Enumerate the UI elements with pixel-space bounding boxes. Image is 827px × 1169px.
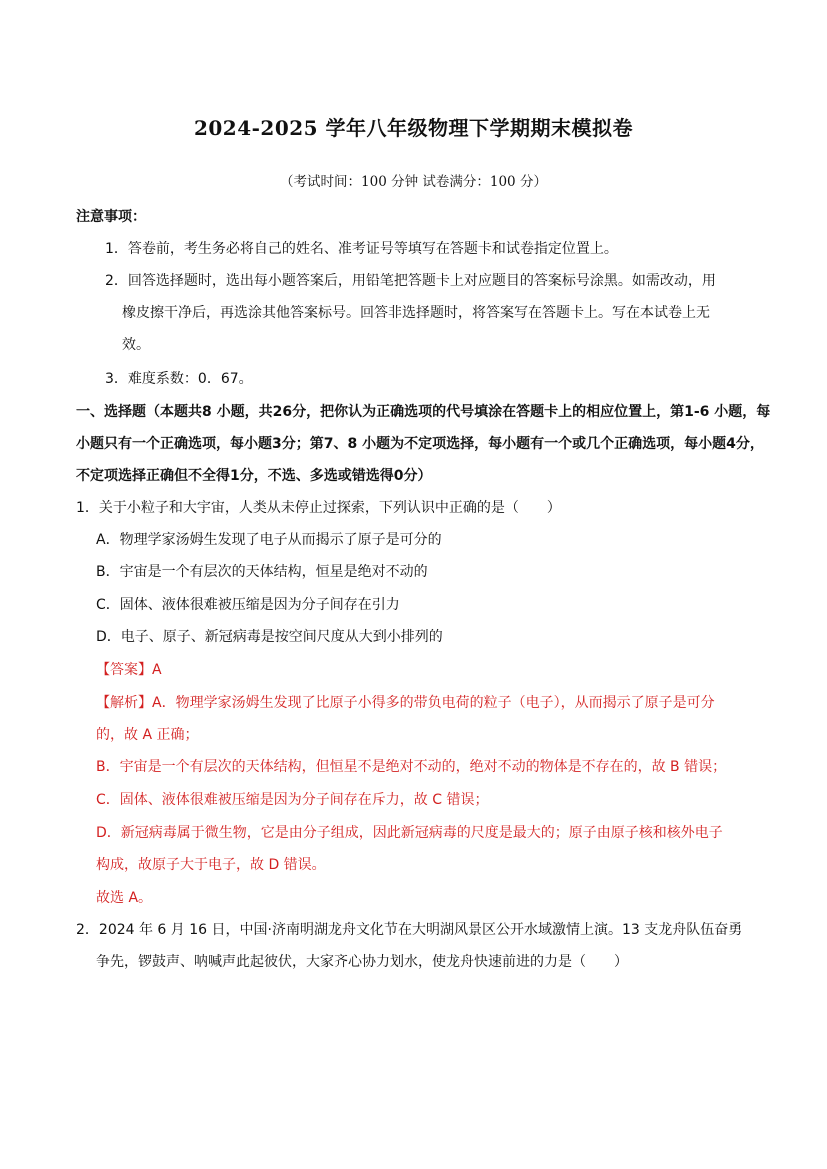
section-heading-cont: 小题只有一个正确选项，每小题3分；第7、8 小题为不定项选择，每小题有一个或几个正确选项，每小题4分， [76, 436, 764, 452]
analysis-line: 的，故 A 正确； [96, 727, 199, 743]
option-d: D．电子、原子、新冠病毒是按空间尺度从大到小排列的 [96, 629, 443, 645]
option-a: A．物理学家汤姆生发现了电子从而揭示了原子是可分的 [96, 532, 442, 548]
notice-item-cont: 效。 [122, 337, 150, 353]
exam-meta: （考试时间：100 分钟 试卷满分：100 分） [280, 174, 547, 190]
analysis-conclusion: 故选 A。 [96, 890, 153, 906]
notice-item: 1．答卷前，考生务必将自己的姓名、准考证号等填写在答题卡和试卷指定位置上。 [105, 241, 618, 257]
notice-item: 3．难度系数：0．67。 [105, 371, 253, 387]
analysis-line: C．固体、液体很难被压缩是因为分子间存在斥力，故 C 错误； [96, 792, 489, 808]
analysis-line: 构成，故原子大于电子，故 D 错误。 [96, 857, 326, 873]
question-stem: 2．2024 年 6 月 16 日，中国·济南明湖龙舟文化节在大明湖风景区公开水域激情上演。13 支龙舟队伍奋勇 [76, 922, 743, 938]
option-c: C．固体、液体很难被压缩是因为分子间存在引力 [96, 597, 400, 613]
question-stem-cont: 争先，锣鼓声、呐喊声此起彼伏，大家齐心协力划水，使龙舟快速前进的力是（ ） [96, 954, 628, 970]
notice-heading: 注意事项： [76, 209, 146, 225]
analysis-line: D．新冠病毒属于微生物，它是由分子组成，因此新冠病毒的尺度是最大的；原子由原子核和核外电子 [96, 825, 723, 841]
analysis-line: 【解析】A．物理学家汤姆生发现了比原子小得多的带负电荷的粒子（电子），从而揭示了原子是可分 [96, 695, 715, 711]
analysis-line: B．宇宙是一个有层次的天体结构，但恒星不是绝对不动的，绝对不动的物体是不存在的，故 B 错误； [96, 759, 727, 775]
question-stem: 1．关于小粒子和大宇宙，人类从未停止过探索，下列认识中正确的是（ ） [76, 500, 561, 516]
option-b: B．宇宙是一个有层次的天体结构，恒星是绝对不动的 [96, 564, 428, 580]
answer-label: 【答案】A [96, 662, 162, 678]
section-heading: 一、选择题（本题共8 小题，共26分，把你认为正确选项的代号填涂在答题卡上的相应位置上，第1-6 小题，每 [76, 404, 771, 420]
notice-item-cont: 橡皮擦干净后，再选涂其他答案标号。回答非选择题时，将答案写在答题卡上。写在本试卷上无 [122, 305, 710, 321]
page-title: 2024-2025 学年八年级物理下学期期末模拟卷 [193, 116, 634, 140]
notice-item: 2．回答选择题时，选出每小题答案后，用铅笔把答题卡上对应题目的答案标号涂黑。如需改动，用 [105, 273, 716, 289]
section-heading-cont: 不定项选择正确但不全得1分，不选、多选或错选得0分） [76, 468, 432, 484]
